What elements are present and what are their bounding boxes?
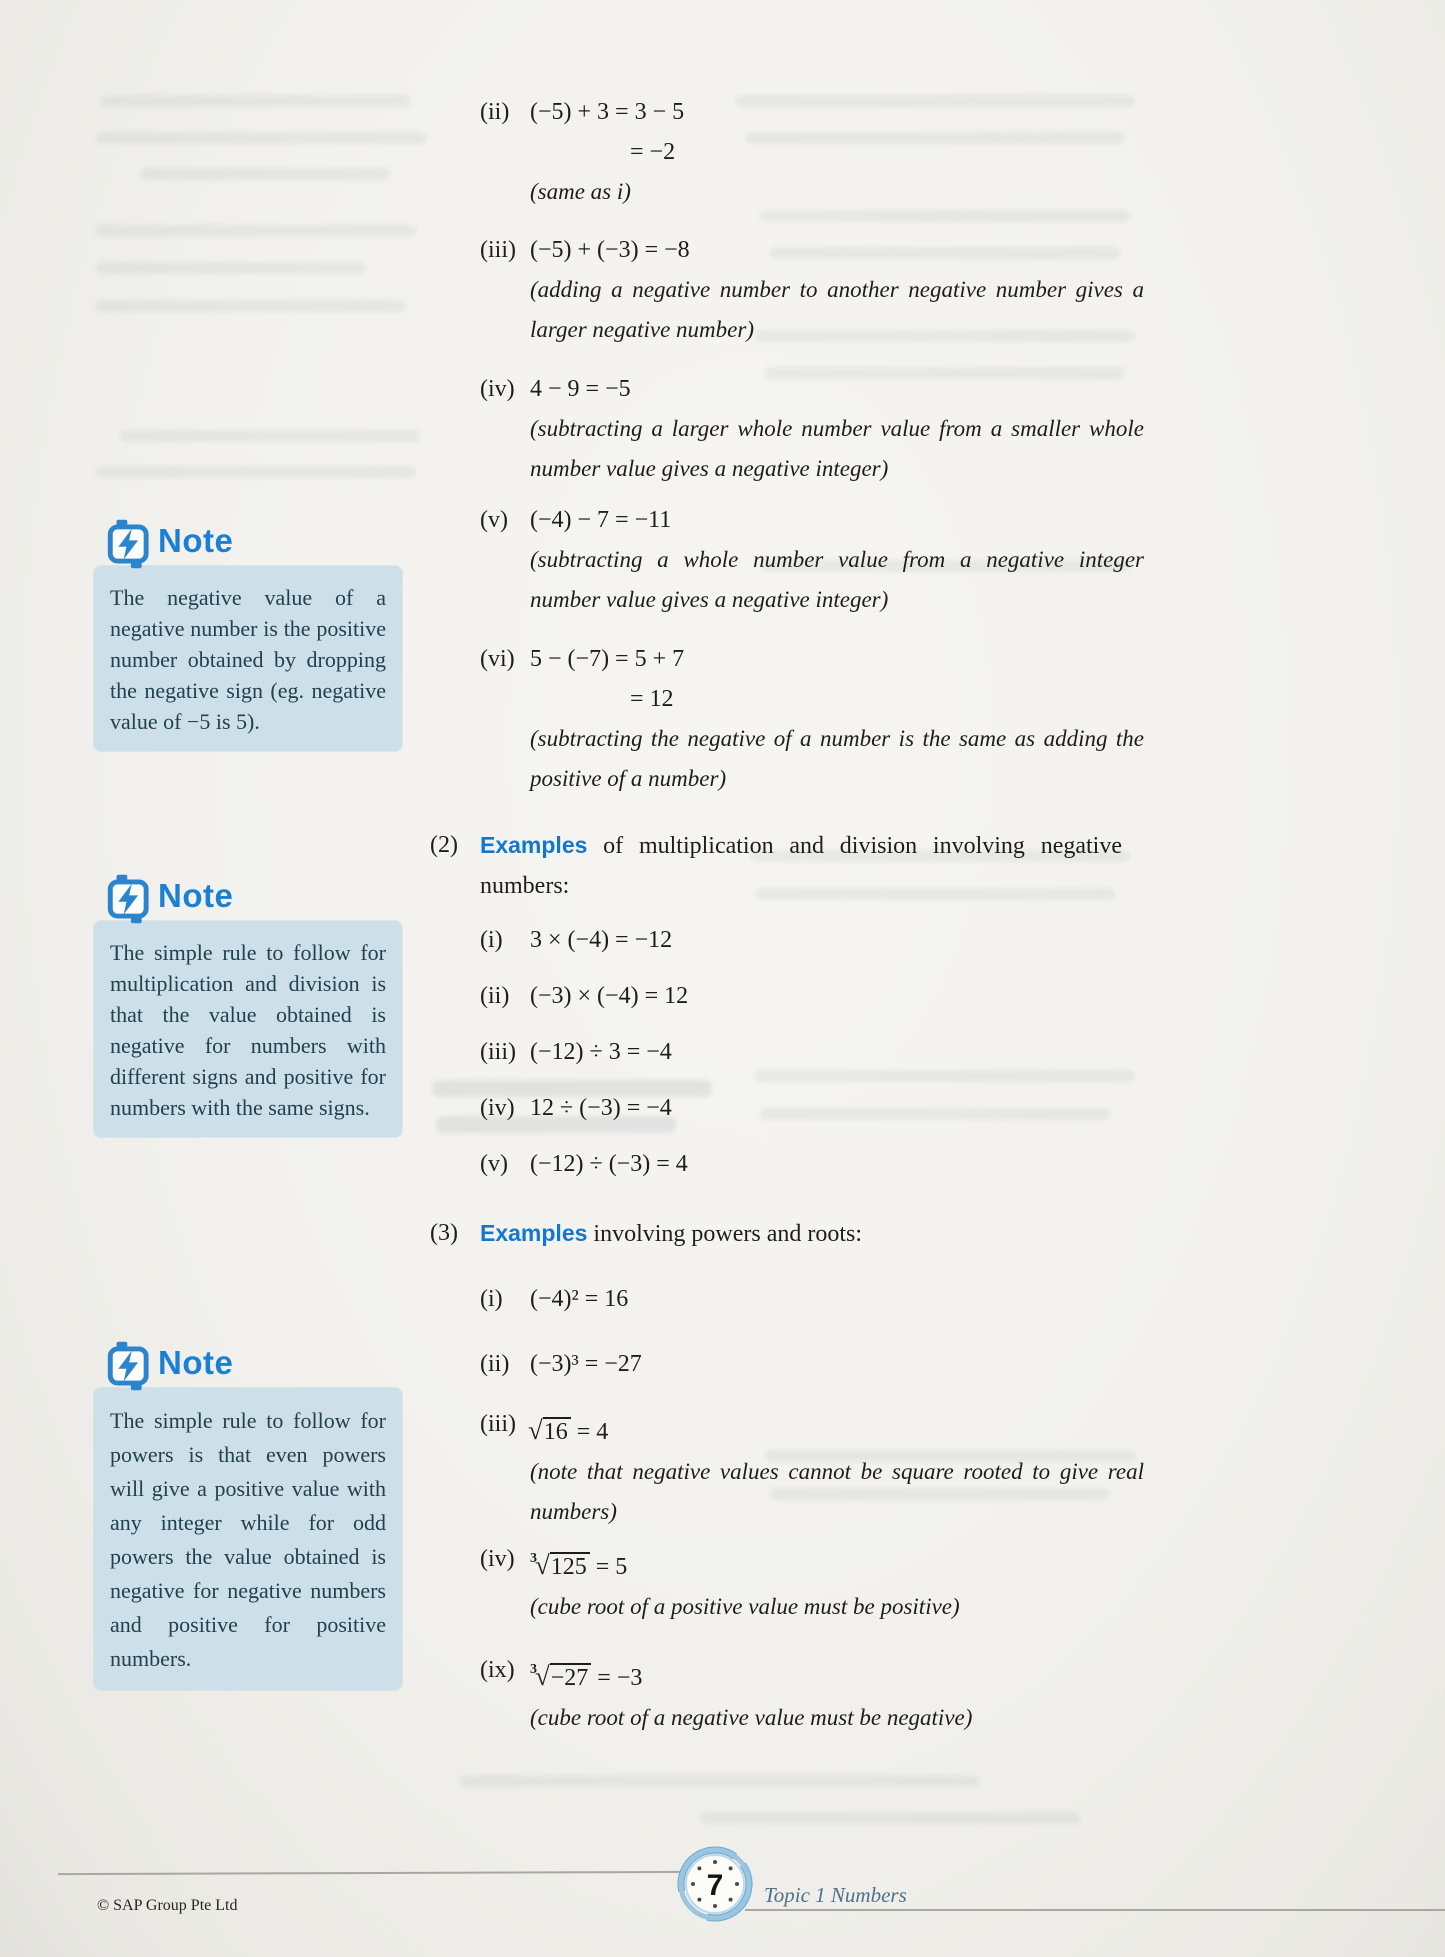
note-callout-2 xyxy=(94,877,402,1137)
example-item xyxy=(480,976,1144,1016)
showthrough-smudge xyxy=(120,430,420,442)
equation-comment: (cube root of a negative value must be negative) xyxy=(530,1705,973,1730)
equation: (−12) ÷ 3 = −4 xyxy=(530,1039,672,1065)
note-text: The negative value of a negative number is the positive number obtained by dropping the negative sign (eg. negative value of −5 is 5). xyxy=(110,585,386,734)
item-number: (iii) xyxy=(480,1411,516,1437)
note-battery-bolt-icon xyxy=(104,1338,156,1394)
note-box xyxy=(94,921,402,1137)
note-label: Note xyxy=(158,1344,234,1381)
example-item xyxy=(480,500,1144,620)
note-box xyxy=(94,1388,402,1690)
example-item xyxy=(480,92,1144,212)
example-item xyxy=(480,1539,1144,1627)
item-number: (iii) xyxy=(480,237,516,263)
equation-continuation: = −2 xyxy=(630,139,676,165)
radical-sign: √ xyxy=(528,1415,543,1445)
main-content-column xyxy=(430,92,1144,1738)
showthrough-smudge xyxy=(96,132,426,144)
section-heading xyxy=(430,825,1144,906)
item-number: (iv) xyxy=(480,376,515,402)
item-number: (i) xyxy=(480,927,503,953)
item-number: (ii) xyxy=(480,983,510,1009)
equation: (−4)² = 16 xyxy=(530,1286,629,1312)
copyright-text: © SAP Group Pte Ltd xyxy=(97,1897,238,1914)
example-item xyxy=(480,920,1144,960)
item-number: (ix) xyxy=(480,1657,515,1683)
section-number: (2) xyxy=(430,832,458,858)
section-heading-text: of multiplication and division involving negative numbers: xyxy=(480,833,1122,899)
footer-rule-left xyxy=(58,1871,683,1875)
note-callout-3 xyxy=(94,1344,402,1690)
footer-rule-right xyxy=(745,1909,1445,1911)
examples-keyword: Examples xyxy=(480,832,588,858)
equation: 4 − 9 = −5 xyxy=(530,376,631,402)
example-item xyxy=(480,1144,1144,1184)
equation: (−3)³ = −27 xyxy=(530,1351,642,1377)
equation-comment: (cube root of a positive value must be positive) xyxy=(530,1594,960,1619)
equation: (−5) + 3 = 3 − 5 xyxy=(530,99,685,125)
example-item xyxy=(480,1032,1144,1072)
note-battery-bolt-icon xyxy=(104,871,156,927)
showthrough-smudge xyxy=(96,300,406,312)
showthrough-smudge xyxy=(140,168,390,180)
note-box xyxy=(94,566,402,751)
showthrough-smudge xyxy=(96,225,416,237)
note-battery-bolt-icon xyxy=(104,516,156,572)
equation xyxy=(530,1539,1144,1587)
example-item xyxy=(480,639,1144,799)
equation: (−5) + (−3) = −8 xyxy=(530,237,690,263)
section-heading xyxy=(430,1213,1144,1254)
item-number: (v) xyxy=(480,507,508,533)
note-text: The simple rule to follow for multiplication and division is that the value obtained is negative for numbers with different signs and positive for numbers with the same signs. xyxy=(110,940,386,1120)
page-number: 7 xyxy=(706,1869,724,1902)
root-index: 3 xyxy=(530,1662,537,1677)
topic-label: Topic 1 Numbers xyxy=(764,1883,907,1907)
example-item xyxy=(480,1088,1144,1128)
showthrough-smudge xyxy=(460,1775,980,1787)
example-item xyxy=(480,1279,1144,1319)
radicand: 125 xyxy=(550,1552,590,1580)
equation-comment: (subtracting the negative of a number is the same as adding the positive of a number) xyxy=(530,726,1144,791)
example-item xyxy=(480,1344,1144,1384)
showthrough-smudge xyxy=(100,95,410,107)
showthrough-smudge xyxy=(700,1812,1080,1824)
equation: 5 − (−7) = 5 + 7 xyxy=(530,646,685,672)
equation-rest: = −3 xyxy=(591,1665,643,1691)
section-number: (3) xyxy=(430,1220,458,1246)
item-number: (i) xyxy=(480,1286,503,1312)
item-number: (ii) xyxy=(480,1351,510,1377)
equation xyxy=(530,1404,1144,1452)
equation-comment: (same as i) xyxy=(530,179,631,204)
root-index: 3 xyxy=(530,1551,537,1566)
equation-comment: (subtracting a larger whole number value from a smaller whole number value gives a negative integer) xyxy=(530,416,1144,481)
equation: (−12) ÷ (−3) = 4 xyxy=(530,1151,688,1177)
example-item xyxy=(480,369,1144,489)
item-number: (iv) xyxy=(480,1546,515,1572)
section-heading-text: involving powers and roots: xyxy=(587,1221,863,1247)
examples-keyword: Examples xyxy=(480,1220,588,1246)
equation-comment: (subtracting a whole number value from a negative integer number value gives a negative integer) xyxy=(530,547,1144,612)
radicand: 16 xyxy=(543,1417,571,1445)
example-item xyxy=(480,1404,1144,1532)
equation-rest: = 4 xyxy=(570,1419,609,1445)
equation-continuation: = 12 xyxy=(630,686,674,712)
example-item xyxy=(480,230,1144,350)
example-item xyxy=(480,1650,1144,1738)
item-number: (v) xyxy=(480,1151,508,1177)
item-number: (vi) xyxy=(480,646,515,672)
item-number: (ii) xyxy=(480,99,510,125)
equation: (−3) × (−4) = 12 xyxy=(530,983,689,1009)
item-number: (iv) xyxy=(480,1095,515,1121)
note-label: Note xyxy=(158,522,234,559)
note-callout-1 xyxy=(94,522,402,751)
equation-rest: = 5 xyxy=(589,1554,628,1580)
equation xyxy=(530,1650,1144,1698)
radicand: −27 xyxy=(550,1663,592,1691)
equation: (−4) − 7 = −11 xyxy=(530,507,672,533)
page-number-badge xyxy=(676,1845,754,1923)
equation-comment: (adding a negative number to another negative number gives a larger negative number) xyxy=(530,277,1144,342)
equation-comment: (note that negative values cannot be square rooted to give real numbers) xyxy=(530,1459,1144,1524)
item-number: (iii) xyxy=(480,1039,516,1065)
showthrough-smudge xyxy=(96,262,366,274)
equation: 3 × (−4) = −12 xyxy=(530,927,673,953)
equation: 12 ÷ (−3) = −4 xyxy=(530,1095,672,1121)
note-text: The simple rule to follow for powers is that even powers will give a positive value with any integer while for odd powers the value obtained is negative for negative numbers and positive for positive numbers. xyxy=(110,1408,386,1671)
radical-sign: √ xyxy=(535,1550,550,1580)
radical-sign: √ xyxy=(535,1661,550,1691)
note-label: Note xyxy=(158,877,234,914)
showthrough-smudge xyxy=(96,466,416,478)
